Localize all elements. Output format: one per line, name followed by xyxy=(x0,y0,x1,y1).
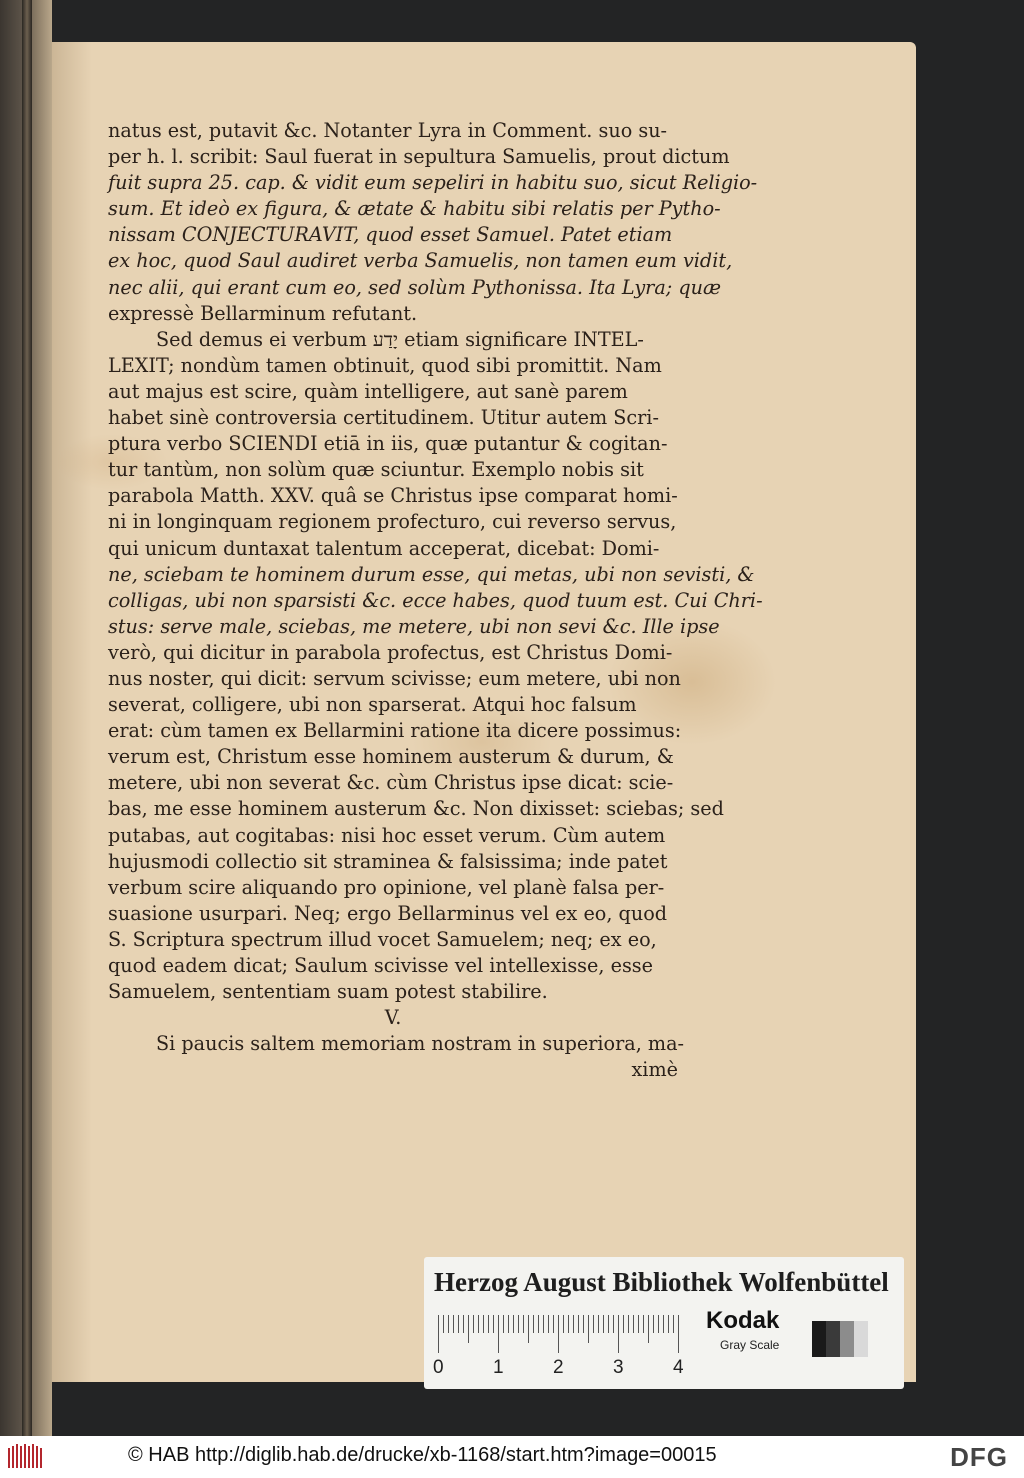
ruler-tick xyxy=(548,1315,549,1333)
scale-ruler xyxy=(433,1315,698,1378)
text-line: ne, sciebam te hominem durum esse, qui metas, ubi non sevisti, & xyxy=(108,562,755,586)
ruler-tick xyxy=(593,1315,594,1333)
ruler-tick xyxy=(598,1315,599,1333)
ruler-tick xyxy=(473,1315,474,1333)
ruler-number: 3 xyxy=(613,1357,624,1378)
text-line: Si paucis saltem memoriam nostram in superiora, ma- xyxy=(156,1032,685,1056)
text-line: S. Scriptura spectrum illud vocet Samuelem; neq; ex eo, xyxy=(108,927,657,951)
ruler-tick xyxy=(438,1315,439,1353)
text-line: nec alii, qui erant cum eo, sed solùm Pythonissa. Ita Lyra; quæ xyxy=(108,275,722,299)
text-line: parabola Matth. XXV. quâ se Christus ipse comparat homi- xyxy=(108,484,678,508)
text-line: severat, colligere, ubi non sparserat. Atqui hoc falsum xyxy=(108,693,637,717)
gray-scale-caption: Gray Scale xyxy=(720,1338,780,1352)
ruler-tick xyxy=(498,1315,499,1353)
library-name: Herzog August Bibliothek Wolfenbüttel xyxy=(434,1267,889,1297)
ruler-tick xyxy=(583,1315,584,1333)
ruler-tick xyxy=(508,1315,509,1333)
kodak-logo-text: Kodak xyxy=(706,1307,780,1334)
text-line: bas, me esse hominem austerum &c. Non dixisset: sciebas; sed xyxy=(108,797,724,821)
text-line: sum. Et ideò ex figura, & ætate & habitu sibi relatis per Pytho- xyxy=(108,197,721,221)
text-line: ni in longinquam regionem profecturo, cui reverso servus, xyxy=(108,510,677,534)
text-line: quod eadem dicat; Saulum scivisse vel intellexisse, esse xyxy=(108,954,653,977)
text-line: habet sinè controversia certitudinem. Utitur autem Scri- xyxy=(108,406,659,430)
ruler-tick xyxy=(678,1315,679,1353)
ruler-tick xyxy=(628,1315,629,1333)
ruler-tick xyxy=(513,1315,514,1333)
text-line: Sed demus ei verbum יָדַע etiam significare INTEL- xyxy=(156,327,644,351)
text-line: fuit supra 25. cap. & vidit eum sepeliri in habitu suo, sicut Religio- xyxy=(108,171,758,195)
ruler-tick xyxy=(673,1315,674,1333)
text-line: stus: serve male, sciebas, me metere, ubi non sevi &c. Ille ipse xyxy=(108,614,720,638)
ruler-tick xyxy=(533,1315,534,1333)
source-credit-link[interactable]: © HAB http://diglib.hab.de/drucke/xb-1168/start.htm?image=00015 xyxy=(128,1444,717,1466)
gray-swatch xyxy=(840,1321,854,1357)
text-line: V. xyxy=(384,1006,402,1030)
ruler-tick xyxy=(613,1315,614,1333)
text-line: nissam CONJECTURAVIT, quod esset Samuel. Patet etiam xyxy=(108,223,673,247)
ruler-tick xyxy=(543,1315,544,1333)
text-line: verò, qui dicitur in parabola profectus, est Christus Domi- xyxy=(108,640,673,664)
text-line: natus est, putavit &c. Notanter Lyra in Comment. suo su- xyxy=(108,119,668,142)
ruler-tick xyxy=(488,1315,489,1333)
ruler-tick xyxy=(468,1315,469,1343)
text-line: aut majus est scire, quàm intelligere, aut sanè parem xyxy=(108,379,628,403)
ruler-tick xyxy=(568,1315,569,1333)
book-spine-edge xyxy=(0,0,52,1436)
text-line: tur tantùm, non solùm quæ sciuntur. Exemplo nobis sit xyxy=(108,458,644,482)
ruler-tick xyxy=(553,1315,554,1333)
text-line: ptura verbo SCIENDI etiā in iis, quæ putantur & cogitan- xyxy=(108,432,668,456)
ruler-tick xyxy=(608,1315,609,1333)
spine-fold xyxy=(22,0,32,1436)
text-line: hujusmodi collectio sit straminea & falsissima; inde patet xyxy=(108,849,668,873)
ruler-tick xyxy=(558,1315,559,1353)
text-line: colligas, ubi non sparsisti &c. ecce habes, quod tuum est. Cui Chri- xyxy=(108,588,763,612)
ruler-tick xyxy=(448,1315,449,1333)
text-line: per h. l. scribit: Saul fuerat in sepultura Samuelis, prout dictum xyxy=(108,145,730,169)
ruler-tick xyxy=(453,1315,454,1333)
ruler-tick xyxy=(663,1315,664,1333)
ruler-tick xyxy=(588,1315,589,1343)
text-line: LEXIT; nondùm tamen obtinuit, quod sibi promittit. Nam xyxy=(108,353,662,377)
text-line: suasione usurpari. Neq; ergo Bellarminus vel ex eo, quod xyxy=(108,901,668,925)
ruler-tick xyxy=(668,1315,669,1333)
text-line: erat: cùm tamen ex Bellarmini ratione ita dicere possimus: xyxy=(108,719,682,743)
gray-swatch xyxy=(812,1321,826,1357)
ruler-tick xyxy=(503,1315,504,1333)
ruler-tick xyxy=(638,1315,639,1333)
text-line: qui unicum duntaxat talentum acceperat, dicebat: Domi- xyxy=(108,536,660,560)
ruler-tick xyxy=(518,1315,519,1333)
ruler-tick xyxy=(603,1315,604,1333)
text-line: verum est, Christum esse hominem austerum & durum, & xyxy=(108,745,674,769)
text-line: verbum scire aliquando pro opinione, vel planè falsa per- xyxy=(108,875,665,899)
ruler-number: 0 xyxy=(433,1357,444,1378)
ruler-tick xyxy=(528,1315,529,1343)
text-line: metere, ubi non severat &c. cùm Christus ipse dicat: scie- xyxy=(108,771,674,795)
ruler-tick xyxy=(523,1315,524,1333)
ruler-tick xyxy=(618,1315,619,1353)
ruler-number: 4 xyxy=(673,1357,684,1378)
text-line: nus noster, qui dicit: servum scivisse; eum metere, ubi non xyxy=(108,666,681,690)
ruler-tick xyxy=(623,1315,624,1333)
ruler-tick xyxy=(658,1315,659,1333)
ruler-tick xyxy=(493,1315,494,1333)
ruler-tick xyxy=(478,1315,479,1333)
dfg-logo: DFG xyxy=(950,1442,1008,1472)
ruler-tick xyxy=(563,1315,564,1333)
text-line: expressè Bellarminum refutant. xyxy=(108,301,418,325)
ruler-tick xyxy=(483,1315,484,1333)
text-line: ex hoc, quod Saul audiret verba Samuelis, non tamen eum vidit, xyxy=(108,249,733,273)
hab-logo-icon xyxy=(6,1442,46,1472)
library-color-target xyxy=(424,1257,904,1389)
ruler-number: 1 xyxy=(493,1357,504,1378)
text-line: ximè xyxy=(631,1058,678,1082)
ruler-tick xyxy=(463,1315,464,1333)
ruler-tick xyxy=(578,1315,579,1333)
ruler-tick xyxy=(573,1315,574,1333)
ruler-number: 2 xyxy=(553,1357,564,1378)
ruler-tick xyxy=(633,1315,634,1333)
gray-swatch xyxy=(826,1321,840,1357)
text-line: putabas, aut cogitabas: nisi hoc esset verum. Cùm autem xyxy=(108,823,666,847)
ruler-tick xyxy=(648,1315,649,1343)
page-text xyxy=(108,118,763,1083)
ruler-tick xyxy=(458,1315,459,1333)
footer-bar xyxy=(0,1436,1024,1478)
ruler-tick xyxy=(643,1315,644,1333)
text-line: Samuelem, sententiam suam potest stabilire. xyxy=(108,980,548,1004)
ruler-tick xyxy=(538,1315,539,1333)
ruler-tick xyxy=(443,1315,444,1333)
ruler-tick xyxy=(653,1315,654,1333)
gray-swatch xyxy=(854,1321,868,1357)
